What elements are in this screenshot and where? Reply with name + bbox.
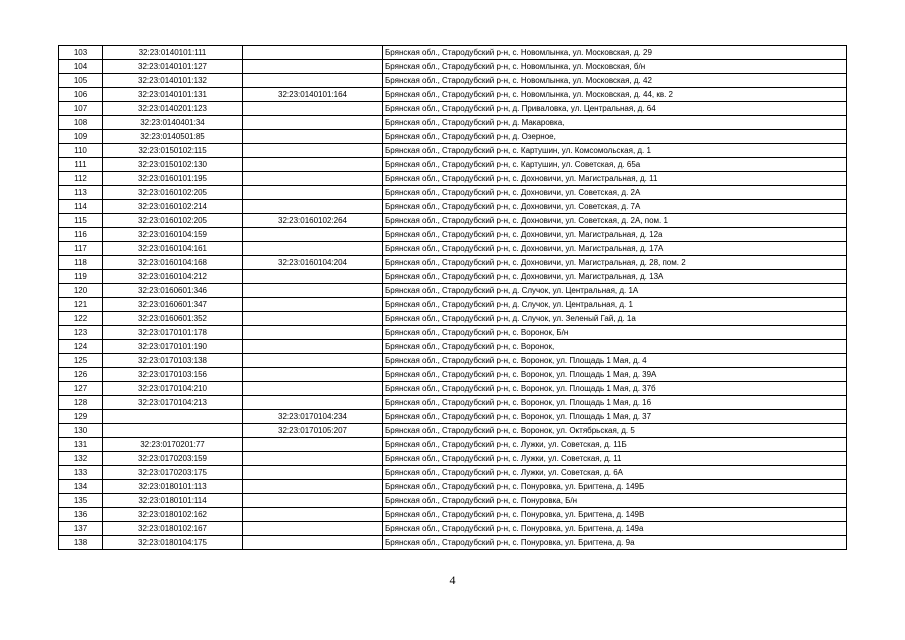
cadastral-number-cell: 32:23:0160104:212 bbox=[103, 270, 243, 284]
row-number-cell: 138 bbox=[59, 536, 103, 550]
cadastral-number-cell: 32:23:0170203:159 bbox=[103, 452, 243, 466]
address-cell: Брянская обл., Стародубский р-н, с. Лужки, ул. Советская, д. 11 bbox=[383, 452, 847, 466]
cadastral-number-cell: 32:23:0160601:352 bbox=[103, 312, 243, 326]
address-cell: Брянская обл., Стародубский р-н, с. Дохновичи, ул. Советская, д. 2А bbox=[383, 186, 847, 200]
related-cadastral-number-cell bbox=[243, 46, 383, 60]
table-row bbox=[59, 60, 847, 74]
address-cell: Брянская обл., Стародубский р-н, с. Картушин, ул. Советская, д. 65а bbox=[383, 158, 847, 172]
address-cell: Брянская обл., Стародубский р-н, с. Новомлынка, ул. Московская, д. 29 bbox=[383, 46, 847, 60]
row-number-cell: 129 bbox=[59, 410, 103, 424]
address-cell: Брянская обл., Стародубский р-н, с. Понуровка, Б/н bbox=[383, 494, 847, 508]
row-number-cell: 126 bbox=[59, 368, 103, 382]
related-cadastral-number-cell bbox=[243, 284, 383, 298]
cadastral-number-cell: 32:23:0170103:138 bbox=[103, 354, 243, 368]
table-row bbox=[59, 340, 847, 354]
table-row bbox=[59, 144, 847, 158]
table-row bbox=[59, 130, 847, 144]
cadastral-number-cell bbox=[103, 410, 243, 424]
related-cadastral-number-cell bbox=[243, 312, 383, 326]
related-cadastral-number-cell bbox=[243, 200, 383, 214]
table-row bbox=[59, 116, 847, 130]
cadastral-number-cell: 32:23:0140101:127 bbox=[103, 60, 243, 74]
cadastral-number-cell: 32:23:0170101:178 bbox=[103, 326, 243, 340]
row-number-cell: 112 bbox=[59, 172, 103, 186]
address-cell: Брянская обл., Стародубский р-н, с. Воронок, ул. Площадь 1 Мая, д. 37 bbox=[383, 410, 847, 424]
related-cadastral-number-cell bbox=[243, 298, 383, 312]
address-cell: Брянская обл., Стародубский р-н, с. Лужки, ул. Советская, д. 6А bbox=[383, 466, 847, 480]
related-cadastral-number-cell: 32:23:0140101:164 bbox=[243, 88, 383, 102]
cadastral-number-cell: 32:23:0150102:130 bbox=[103, 158, 243, 172]
table-row bbox=[59, 494, 847, 508]
address-cell: Брянская обл., Стародубский р-н, с. Воронок, ул. Площадь 1 Мая, д. 37б bbox=[383, 382, 847, 396]
related-cadastral-number-cell bbox=[243, 466, 383, 480]
cadastral-number-cell: 32:23:0140101:111 bbox=[103, 46, 243, 60]
table-row bbox=[59, 102, 847, 116]
related-cadastral-number-cell bbox=[243, 438, 383, 452]
table-row bbox=[59, 158, 847, 172]
address-cell: Брянская обл., Стародубский р-н, с. Воронок, ул. Площадь 1 Мая, д. 16 bbox=[383, 396, 847, 410]
address-cell: Брянская обл., Стародубский р-н, с. Новомлынка, ул. Московская, б/н bbox=[383, 60, 847, 74]
table-row bbox=[59, 452, 847, 466]
row-number-cell: 115 bbox=[59, 214, 103, 228]
cadastral-number-cell: 32:23:0160102:205 bbox=[103, 214, 243, 228]
cadastral-number-cell: 32:23:0170201:77 bbox=[103, 438, 243, 452]
address-cell: Брянская обл., Стародубский р-н, с. Дохновичи, ул. Советская, д. 2А, пом. 1 bbox=[383, 214, 847, 228]
table-row bbox=[59, 228, 847, 242]
address-cell: Брянская обл., Стародубский р-н, с. Понуровка, ул. Бригтена, д. 149Б bbox=[383, 480, 847, 494]
cadastral-number-cell: 32:23:0180102:167 bbox=[103, 522, 243, 536]
table-row bbox=[59, 284, 847, 298]
cadastral-number-cell: 32:23:0180101:113 bbox=[103, 480, 243, 494]
cadastral-number-cell bbox=[103, 424, 243, 438]
address-cell: Брянская обл., Стародубский р-н, с. Воронок, bbox=[383, 340, 847, 354]
row-number-cell: 134 bbox=[59, 480, 103, 494]
address-cell: Брянская обл., Стародубский р-н, с. Воронок, Б/н bbox=[383, 326, 847, 340]
cadastral-number-cell: 32:23:0140401:34 bbox=[103, 116, 243, 130]
related-cadastral-number-cell bbox=[243, 60, 383, 74]
table-row bbox=[59, 270, 847, 284]
address-cell: Брянская обл., Стародубский р-н, с. Понуровка, ул. Бригтена, д. 149а bbox=[383, 522, 847, 536]
row-number-cell: 128 bbox=[59, 396, 103, 410]
related-cadastral-number-cell bbox=[243, 522, 383, 536]
row-number-cell: 117 bbox=[59, 242, 103, 256]
related-cadastral-number-cell bbox=[243, 102, 383, 116]
related-cadastral-number-cell bbox=[243, 494, 383, 508]
cadastral-number-cell: 32:23:0140201:123 bbox=[103, 102, 243, 116]
table-row bbox=[59, 326, 847, 340]
row-number-cell: 107 bbox=[59, 102, 103, 116]
table-row bbox=[59, 298, 847, 312]
address-cell: Брянская обл., Стародубский р-н, с. Воронок, ул. Площадь 1 Мая, д. 39А bbox=[383, 368, 847, 382]
row-number-cell: 127 bbox=[59, 382, 103, 396]
table-row bbox=[59, 424, 847, 438]
cadastral-number-cell: 32:23:0180101:114 bbox=[103, 494, 243, 508]
related-cadastral-number-cell: 32:23:0170104:234 bbox=[243, 410, 383, 424]
address-cell: Брянская обл., Стародубский р-н, с. Воронок, ул. Октябрьская, д. 5 bbox=[383, 424, 847, 438]
related-cadastral-number-cell bbox=[243, 242, 383, 256]
row-number-cell: 118 bbox=[59, 256, 103, 270]
row-number-cell: 111 bbox=[59, 158, 103, 172]
row-number-cell: 121 bbox=[59, 298, 103, 312]
table-row bbox=[59, 88, 847, 102]
address-cell: Брянская обл., Стародубский р-н, д. Озерное, bbox=[383, 130, 847, 144]
related-cadastral-number-cell bbox=[243, 228, 383, 242]
table-row bbox=[59, 200, 847, 214]
row-number-cell: 130 bbox=[59, 424, 103, 438]
related-cadastral-number-cell: 32:23:0170105:207 bbox=[243, 424, 383, 438]
related-cadastral-number-cell bbox=[243, 74, 383, 88]
address-cell: Брянская обл., Стародубский р-н, д. Случок, ул. Зеленый Гай, д. 1а bbox=[383, 312, 847, 326]
cadastral-number-cell: 32:23:0150102:115 bbox=[103, 144, 243, 158]
registry-table bbox=[58, 45, 847, 550]
table-row bbox=[59, 368, 847, 382]
cadastral-number-cell: 32:23:0160102:214 bbox=[103, 200, 243, 214]
cadastral-number-cell: 32:23:0170104:210 bbox=[103, 382, 243, 396]
row-number-cell: 125 bbox=[59, 354, 103, 368]
row-number-cell: 114 bbox=[59, 200, 103, 214]
row-number-cell: 105 bbox=[59, 74, 103, 88]
cadastral-number-cell: 32:23:0170104:213 bbox=[103, 396, 243, 410]
table-row bbox=[59, 438, 847, 452]
address-cell: Брянская обл., Стародубский р-н, с. Новомлынка, ул. Московская, д. 42 bbox=[383, 74, 847, 88]
related-cadastral-number-cell bbox=[243, 116, 383, 130]
related-cadastral-number-cell bbox=[243, 396, 383, 410]
related-cadastral-number-cell bbox=[243, 452, 383, 466]
row-number-cell: 108 bbox=[59, 116, 103, 130]
related-cadastral-number-cell bbox=[243, 130, 383, 144]
cadastral-number-cell: 32:23:0180104:175 bbox=[103, 536, 243, 550]
address-cell: Брянская обл., Стародубский р-н, с. Воронок, ул. Площадь 1 Мая, д. 4 bbox=[383, 354, 847, 368]
cadastral-number-cell: 32:23:0180102:162 bbox=[103, 508, 243, 522]
row-number-cell: 120 bbox=[59, 284, 103, 298]
row-number-cell: 135 bbox=[59, 494, 103, 508]
table-row bbox=[59, 214, 847, 228]
related-cadastral-number-cell bbox=[243, 382, 383, 396]
row-number-cell: 116 bbox=[59, 228, 103, 242]
address-cell: Брянская обл., Стародубский р-н, с. Дохновичи, ул. Магистральная, д. 11 bbox=[383, 172, 847, 186]
table-row bbox=[59, 74, 847, 88]
related-cadastral-number-cell bbox=[243, 536, 383, 550]
cadastral-number-cell: 32:23:0160104:159 bbox=[103, 228, 243, 242]
address-cell: Брянская обл., Стародубский р-н, с. Дохновичи, ул. Советская, д. 7А bbox=[383, 200, 847, 214]
related-cadastral-number-cell bbox=[243, 270, 383, 284]
related-cadastral-number-cell bbox=[243, 340, 383, 354]
cadastral-number-cell: 32:23:0170103:156 bbox=[103, 368, 243, 382]
table-row bbox=[59, 396, 847, 410]
related-cadastral-number-cell bbox=[243, 480, 383, 494]
related-cadastral-number-cell bbox=[243, 172, 383, 186]
related-cadastral-number-cell bbox=[243, 368, 383, 382]
row-number-cell: 104 bbox=[59, 60, 103, 74]
row-number-cell: 119 bbox=[59, 270, 103, 284]
table-row bbox=[59, 172, 847, 186]
related-cadastral-number-cell bbox=[243, 144, 383, 158]
row-number-cell: 137 bbox=[59, 522, 103, 536]
table-row bbox=[59, 46, 847, 60]
table-row bbox=[59, 466, 847, 480]
table-row bbox=[59, 410, 847, 424]
cadastral-number-cell: 32:23:0140101:132 bbox=[103, 74, 243, 88]
address-cell: Брянская обл., Стародубский р-н, д. Случок, ул. Центральная, д. 1 bbox=[383, 298, 847, 312]
related-cadastral-number-cell bbox=[243, 158, 383, 172]
address-cell: Брянская обл., Стародубский р-н, с. Понуровка, ул. Бригтена, д. 149В bbox=[383, 508, 847, 522]
row-number-cell: 109 bbox=[59, 130, 103, 144]
row-number-cell: 123 bbox=[59, 326, 103, 340]
row-number-cell: 110 bbox=[59, 144, 103, 158]
cadastral-number-cell: 32:23:0140501:85 bbox=[103, 130, 243, 144]
address-cell: Брянская обл., Стародубский р-н, д. Приваловка, ул. Центральная, д. 64 bbox=[383, 102, 847, 116]
row-number-cell: 122 bbox=[59, 312, 103, 326]
page-number: 4 bbox=[449, 573, 456, 587]
cadastral-number-cell: 32:23:0160104:161 bbox=[103, 242, 243, 256]
table-row bbox=[59, 256, 847, 270]
cadastral-number-cell: 32:23:0170101:190 bbox=[103, 340, 243, 354]
cadastral-number-cell: 32:23:0160101:195 bbox=[103, 172, 243, 186]
address-cell: Брянская обл., Стародубский р-н, с. Лужки, ул. Советская, д. 11Б bbox=[383, 438, 847, 452]
related-cadastral-number-cell: 32:23:0160102:264 bbox=[243, 214, 383, 228]
table-row bbox=[59, 242, 847, 256]
row-number-cell: 103 bbox=[59, 46, 103, 60]
registry-table-body bbox=[59, 46, 847, 550]
related-cadastral-number-cell: 32:23:0160104:204 bbox=[243, 256, 383, 270]
table-row bbox=[59, 508, 847, 522]
row-number-cell: 113 bbox=[59, 186, 103, 200]
related-cadastral-number-cell bbox=[243, 508, 383, 522]
row-number-cell: 133 bbox=[59, 466, 103, 480]
address-cell: Брянская обл., Стародубский р-н, с. Картушин, ул. Комсомольская, д. 1 bbox=[383, 144, 847, 158]
table-row bbox=[59, 480, 847, 494]
related-cadastral-number-cell bbox=[243, 186, 383, 200]
table-row bbox=[59, 536, 847, 550]
cadastral-number-cell: 32:23:0170203:175 bbox=[103, 466, 243, 480]
table-row bbox=[59, 382, 847, 396]
related-cadastral-number-cell bbox=[243, 354, 383, 368]
row-number-cell: 136 bbox=[59, 508, 103, 522]
table-row bbox=[59, 522, 847, 536]
cadastral-number-cell: 32:23:0160102:205 bbox=[103, 186, 243, 200]
table-row bbox=[59, 312, 847, 326]
row-number-cell: 132 bbox=[59, 452, 103, 466]
address-cell: Брянская обл., Стародубский р-н, с. Понуровка, ул. Бригтена, д. 9а bbox=[383, 536, 847, 550]
cadastral-number-cell: 32:23:0160104:168 bbox=[103, 256, 243, 270]
address-cell: Брянская обл., Стародубский р-н, д. Случок, ул. Центральная, д. 1А bbox=[383, 284, 847, 298]
cadastral-number-cell: 32:23:0140101:131 bbox=[103, 88, 243, 102]
address-cell: Брянская обл., Стародубский р-н, с. Дохновичи, ул. Магистральная, д. 17А bbox=[383, 242, 847, 256]
address-cell: Брянская обл., Стародубский р-н, с. Дохновичи, ул. Магистральная, д. 12а bbox=[383, 228, 847, 242]
address-cell: Брянская обл., Стародубский р-н, с. Новомлынка, ул. Московская, д. 44, кв. 2 bbox=[383, 88, 847, 102]
table-row bbox=[59, 186, 847, 200]
cadastral-number-cell: 32:23:0160601:346 bbox=[103, 284, 243, 298]
address-cell: Брянская обл., Стародубский р-н, д. Макаровка, bbox=[383, 116, 847, 130]
address-cell: Брянская обл., Стародубский р-н, с. Дохновичи, ул. Магистральная, д. 13А bbox=[383, 270, 847, 284]
address-cell: Брянская обл., Стародубский р-н, с. Дохновичи, ул. Магистральная, д. 28, пом. 2 bbox=[383, 256, 847, 270]
cadastral-number-cell: 32:23:0160601:347 bbox=[103, 298, 243, 312]
table-row bbox=[59, 354, 847, 368]
row-number-cell: 106 bbox=[59, 88, 103, 102]
row-number-cell: 131 bbox=[59, 438, 103, 452]
row-number-cell: 124 bbox=[59, 340, 103, 354]
related-cadastral-number-cell bbox=[243, 326, 383, 340]
